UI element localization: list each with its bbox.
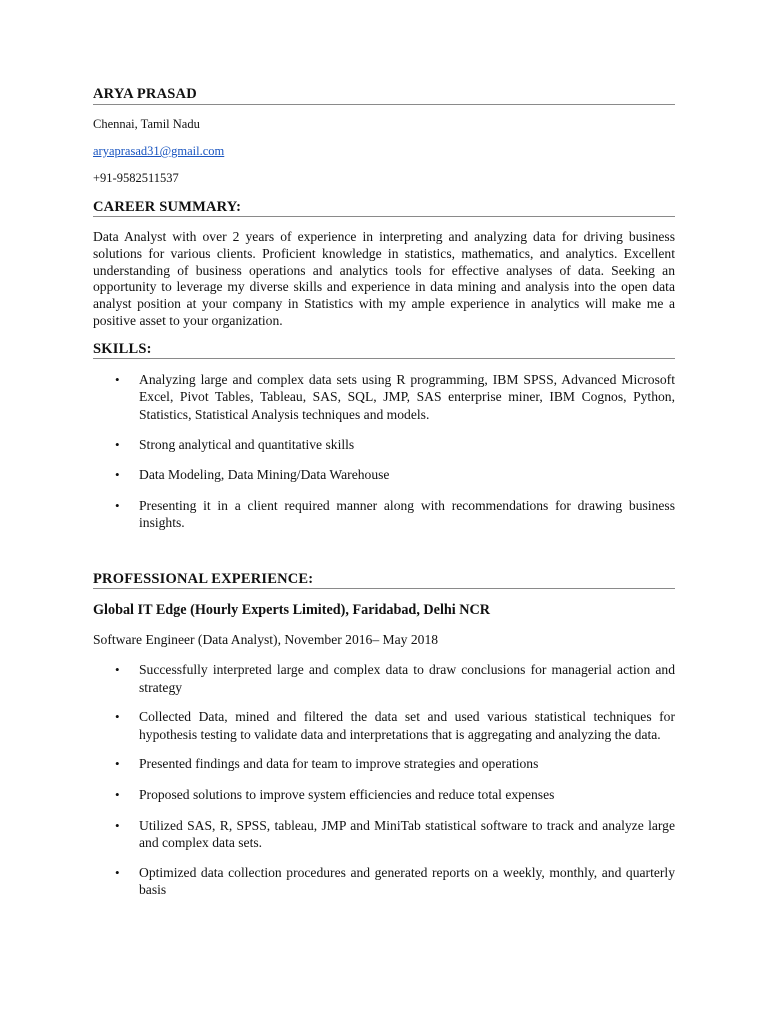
list-item bbox=[93, 817, 675, 852]
list-item bbox=[93, 786, 675, 804]
list-item bbox=[93, 661, 675, 696]
list-item bbox=[93, 436, 675, 454]
list-item bbox=[93, 497, 675, 532]
bullet-icon: • bbox=[115, 864, 120, 880]
skills-heading: SKILLS: bbox=[93, 340, 675, 359]
bullet-icon: • bbox=[115, 756, 120, 772]
company-name: Global IT Edge (Hourly Experts Limited), Faridabad, Delhi NCR bbox=[93, 601, 491, 618]
experience-text: Presented findings and data for team to improve strategies and operations bbox=[139, 756, 539, 772]
bullet-icon: • bbox=[115, 709, 120, 725]
list-item bbox=[93, 864, 675, 899]
experience-text: Proposed solutions to improve system efficiencies and reduce total expenses bbox=[139, 786, 555, 802]
skills-list bbox=[93, 371, 675, 532]
skill-text: Data Modeling, Data Mining/Data Warehouse bbox=[139, 467, 390, 483]
bullet-icon: • bbox=[115, 371, 120, 387]
experience-text: Successfully interpreted large and complex data to draw conclusions for managerial action and strategy bbox=[139, 661, 675, 695]
skill-text: Presenting it in a client required manner along with recommendations for drawing business insights. bbox=[139, 497, 675, 531]
candidate-name: ARYA PRASAD bbox=[93, 84, 675, 105]
bullet-icon: • bbox=[115, 467, 120, 483]
skill-text: Analyzing large and complex data sets using R programming, IBM SPSS, Advanced Microsoft Excel, Pivot Tables, Tableau, SAS, SQL, JMP, SAS enterprise miner, IBM Cognos, Python, Statistics, Statistical Analysis techniques and models. bbox=[139, 371, 675, 422]
experience-text: Collected Data, mined and filtered the data set and used various statistical techniques for hypothesis testing to validate data and interpretations that is aggregating and analyzing the data. bbox=[139, 709, 675, 742]
bullet-icon: • bbox=[115, 661, 120, 677]
bullet-icon: • bbox=[115, 786, 120, 802]
bullet-icon: • bbox=[115, 436, 120, 452]
location: Chennai, Tamil Nadu bbox=[93, 117, 200, 131]
experience-text: Utilized SAS, R, SPSS, tableau, JMP and MiniTab statistical software to track and analyze large and complex data sets. bbox=[139, 817, 675, 851]
resume-page bbox=[93, 84, 675, 899]
experience-list bbox=[93, 661, 675, 899]
experience-heading: PROFESSIONAL EXPERIENCE: bbox=[93, 570, 675, 589]
experience-text: Optimized data collection procedures and generated reports on a weekly, monthly, and quarterly basis bbox=[139, 864, 675, 898]
career-summary-heading: CAREER SUMMARY: bbox=[93, 198, 675, 217]
skill-text: Strong analytical and quantitative skills bbox=[139, 436, 355, 452]
email-link[interactable]: aryaprasad31@gmail.com bbox=[93, 144, 225, 158]
list-item bbox=[93, 466, 675, 484]
list-item bbox=[93, 708, 675, 743]
bullet-icon: • bbox=[115, 497, 120, 513]
list-item bbox=[93, 755, 675, 773]
career-summary-text: Data Analyst with over 2 years of experience in interpreting and analyzing data for driving business solutions for various clients. Proficient knowledge in statistics, mathematics, and analytics. Excellent understanding of business operations and analytics tools for effective analyses of data. Seeking an opportunity to leverage my diverse skills and experience in data mining and analysis into the open data analyst position at your company in Statistics with my ample experience in analytics will make me a positive asset to your organization. bbox=[93, 229, 675, 328]
bullet-icon: • bbox=[115, 817, 120, 833]
phone-number: +91-9582511537 bbox=[93, 171, 179, 185]
job-role: Software Engineer (Data Analyst), November 2016– May 2018 bbox=[93, 631, 439, 647]
list-item bbox=[93, 371, 675, 424]
